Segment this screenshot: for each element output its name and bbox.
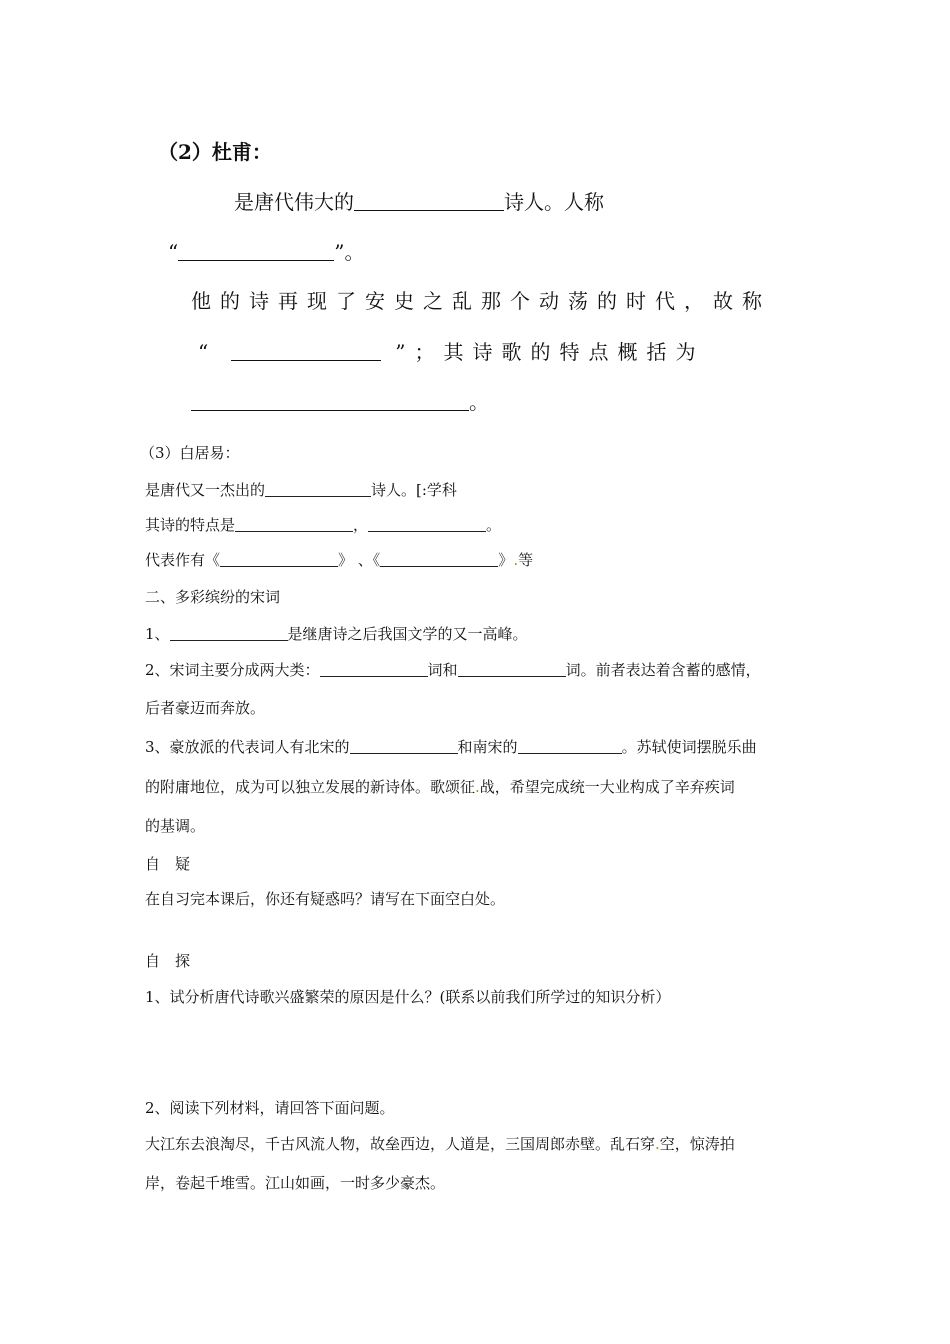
- dufu-line-4-text: ”；其诗歌的特点概括为: [395, 340, 705, 364]
- dufu-line-5-end: 。: [469, 390, 489, 414]
- blank-dufu-title[interactable]: [178, 240, 334, 261]
- blank-songci[interactable]: [170, 627, 288, 642]
- songci-q2-text-a: 2、宋词主要分成两大类：: [145, 661, 320, 679]
- baijuyi-line-3-dot: .: [513, 551, 519, 569]
- songci-q2: [145, 659, 761, 680]
- songci-q3-line-2: [145, 776, 735, 797]
- songci-q3-line-3: 的基调。: [145, 817, 206, 835]
- songci-q3-text-c: 。苏轼使词摆脱乐曲: [621, 738, 757, 756]
- zitan-heading: 自 探: [145, 952, 191, 970]
- baijuyi-line-3-text-a: 代表作有《: [145, 551, 221, 569]
- songci-q1-num: 1、: [145, 625, 170, 643]
- blank-poetry-history[interactable]: [231, 340, 381, 361]
- baijuyi-line-3-text-c: 》: [498, 551, 514, 569]
- ziyi-text: 在自习完本课后，你还有疑惑吗？请写在下面空白处。: [145, 890, 506, 908]
- baijuyi-line-3: [145, 549, 533, 570]
- songci-q3-text-b: 和南宋的: [457, 738, 518, 756]
- dufu-line-2: [168, 236, 364, 265]
- songci-q2-text-b: 词和: [427, 661, 458, 679]
- zitan-q2: 2、阅读下列材料，请回答下面问题。: [145, 1099, 395, 1117]
- dufu-line-2-quote-open: “: [168, 240, 179, 264]
- blank-poetry-features[interactable]: [191, 390, 469, 411]
- dufu-heading: （2）杜甫：: [158, 140, 272, 164]
- baijuyi-line-2-text-a: 其诗的特点是: [145, 516, 236, 534]
- songci-q2-cont: 后者豪迈而奔放。: [145, 699, 266, 717]
- dufu-line-2-quote-close: ”。: [334, 240, 365, 264]
- songci-q3-text-a: 3、豪放派的代表词人有北宋的: [145, 738, 350, 756]
- zitan-passage-text-b: 空，惊涛拍: [659, 1135, 735, 1153]
- songci-heading: 二、多彩缤纷的宋词: [145, 588, 281, 606]
- songci-q3-text-e: 战，希望完成统一大业构成了辛弃疾词: [479, 778, 735, 796]
- blank-work-2[interactable]: [380, 553, 498, 568]
- zitan-passage-dot: .: [655, 1135, 660, 1153]
- blank-feature-2[interactable]: [368, 518, 486, 533]
- dufu-line-1: [234, 186, 604, 215]
- baijuyi-line-2: [145, 514, 501, 535]
- blank-poet-type[interactable]: [354, 190, 504, 211]
- blank-feature-1[interactable]: [235, 518, 353, 533]
- dufu-line-1-text-a: 是唐代伟大的: [234, 190, 354, 214]
- dufu-line-4-quote-open: “: [198, 340, 218, 364]
- zitan-q1: 1、试分析唐代诗歌兴盛繁荣的原因是什么？(联系以前我们所学过的知识分析）: [145, 988, 671, 1006]
- zitan-passage-line-2: 岸，卷起千堆雪。江山如画，一时多少豪杰。: [145, 1174, 446, 1192]
- dufu-line-5: [191, 386, 489, 415]
- songci-q2-text-c: 词。前者表达着含蓄的感情，: [565, 661, 761, 679]
- dufu-line-3: 他的诗再现了安史之乱那个动荡的时代，故称: [191, 289, 771, 313]
- songci-q1-text: 是继唐诗之后我国文学的又一高峰。: [287, 625, 528, 643]
- blank-work-1[interactable]: [220, 553, 338, 568]
- blank-baijuyi-type[interactable]: [265, 483, 371, 498]
- blank-southern-poet[interactable]: [518, 740, 622, 755]
- baijuyi-heading: （3）白居易：: [140, 444, 240, 462]
- dufu-line-4: [198, 336, 704, 365]
- blank-northern-poet[interactable]: [350, 740, 458, 755]
- baijuyi-line-2-end: 。: [486, 516, 502, 534]
- baijuyi-line-1-text-a: 是唐代又一杰出的: [145, 481, 266, 499]
- baijuyi-line-1-text-b: 诗人。[:学科: [371, 481, 457, 499]
- songci-q3-text-d: 的附庸地位，成为可以独立发展的新诗体。歌颂征: [145, 778, 476, 796]
- baijuyi-line-1: [145, 479, 457, 500]
- baijuyi-line-3-text-b: 》 、《: [338, 551, 381, 569]
- songci-q1: [145, 623, 528, 644]
- zitan-passage-line-1: [145, 1133, 735, 1154]
- baijuyi-line-3-text-d: 等: [518, 551, 534, 569]
- ziyi-heading: 自 疑: [145, 855, 191, 873]
- dufu-line-1-text-b: 诗人。人称: [504, 190, 604, 214]
- zitan-passage-text-a: 大江东去浪淘尽，千古风流人物，故垒西边，人道是，三国周郎赤壁。乱石穿: [145, 1135, 656, 1153]
- baijuyi-line-2-comma: ，: [353, 516, 369, 534]
- blank-school-1[interactable]: [320, 663, 428, 678]
- songci-q3: [145, 736, 757, 757]
- blank-school-2[interactable]: [458, 663, 566, 678]
- songci-q3-dot: .: [475, 778, 480, 796]
